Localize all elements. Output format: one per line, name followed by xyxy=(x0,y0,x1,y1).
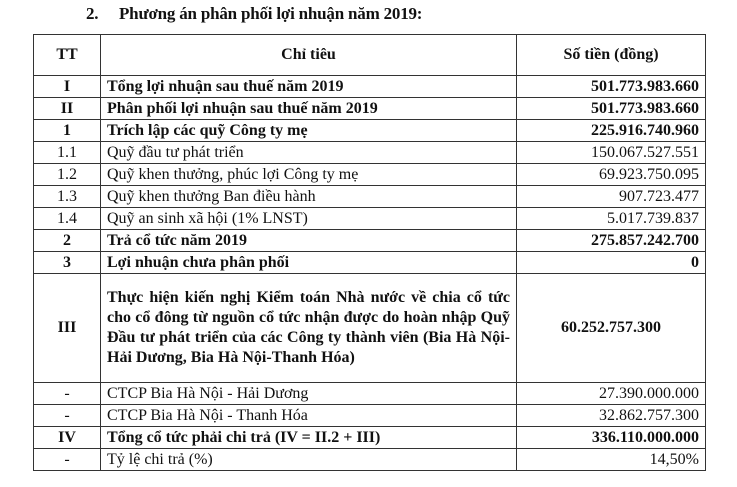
row-tt: II xyxy=(34,98,101,120)
table-row xyxy=(34,120,706,142)
row-tt: - xyxy=(34,383,101,405)
row-indicator: Thực hiện kiến nghị Kiểm toán Nhà nước về chia cổ tức cho cổ đông từ nguồn cổ tức nhận được do hoàn nhập Quỹ Đầu tư phát triển của các Công ty thành viên (Bia Hà Nội-Hải Dương, Bia Hà Nội-Thanh Hóa) xyxy=(101,274,517,383)
table-row xyxy=(34,427,706,449)
row-amount: 336.110.000.000 xyxy=(517,427,706,449)
row-tt: - xyxy=(34,449,101,471)
table-row xyxy=(34,98,706,120)
row-amount: 5.017.739.837 xyxy=(517,208,706,230)
row-indicator: Lợi nhuận chưa phân phối xyxy=(101,252,517,274)
table-row xyxy=(34,383,706,405)
header-amount: Số tiền (đồng) xyxy=(517,35,706,76)
row-amount: 501.773.983.660 xyxy=(517,98,706,120)
row-amount: 225.916.740.960 xyxy=(517,120,706,142)
row-amount: 0 xyxy=(517,252,706,274)
row-amount: 32.862.757.300 xyxy=(517,405,706,427)
row-tt: 3 xyxy=(34,252,101,274)
row-amount: 60.252.757.300 xyxy=(517,274,706,383)
row-tt: 1 xyxy=(34,120,101,142)
row-indicator: Tổng lợi nhuận sau thuế năm 2019 xyxy=(101,76,517,98)
row-tt: 2 xyxy=(34,230,101,252)
row-indicator: Quỹ khen thưởng, phúc lợi Công ty mẹ xyxy=(101,164,517,186)
section-number: 2. xyxy=(86,4,99,23)
table-row xyxy=(34,164,706,186)
row-indicator: Trả cổ tức năm 2019 xyxy=(101,230,517,252)
row-indicator: Quỹ khen thưởng Ban điều hành xyxy=(101,186,517,208)
profit-distribution-table xyxy=(33,34,706,471)
table-row xyxy=(34,208,706,230)
row-tt: 1.1 xyxy=(34,142,101,164)
row-amount: 14,50% xyxy=(517,449,706,471)
table-row xyxy=(34,230,706,252)
row-amount: 69.923.750.095 xyxy=(517,164,706,186)
section-title: Phương án phân phối lợi nhuận năm 2019: xyxy=(119,4,423,23)
row-indicator: CTCP Bia Hà Nội - Hải Dương xyxy=(101,383,517,405)
table-row xyxy=(34,252,706,274)
table-row xyxy=(34,186,706,208)
table-row xyxy=(34,449,706,471)
section-heading xyxy=(86,4,422,24)
row-tt: 1.3 xyxy=(34,186,101,208)
row-amount: 907.723.477 xyxy=(517,186,706,208)
table-row xyxy=(34,76,706,98)
table-row xyxy=(34,274,706,383)
table-header-row xyxy=(34,35,706,76)
row-amount: 27.390.000.000 xyxy=(517,383,706,405)
row-indicator: Phân phối lợi nhuận sau thuế năm 2019 xyxy=(101,98,517,120)
row-indicator: Tổng cổ tức phải chi trả (IV = II.2 + III) xyxy=(101,427,517,449)
table-row xyxy=(34,142,706,164)
row-tt: 1.4 xyxy=(34,208,101,230)
row-amount: 501.773.983.660 xyxy=(517,76,706,98)
row-amount: 275.857.242.700 xyxy=(517,230,706,252)
row-indicator: CTCP Bia Hà Nội - Thanh Hóa xyxy=(101,405,517,427)
row-tt: 1.2 xyxy=(34,164,101,186)
header-indicator: Chỉ tiêu xyxy=(101,35,517,76)
row-tt: IV xyxy=(34,427,101,449)
row-indicator: Quỹ đầu tư phát triển xyxy=(101,142,517,164)
row-amount: 150.067.527.551 xyxy=(517,142,706,164)
row-indicator: Tỷ lệ chi trả (%) xyxy=(101,449,517,471)
row-tt: III xyxy=(34,274,101,383)
row-indicator: Quỹ an sinh xã hội (1% LNST) xyxy=(101,208,517,230)
row-tt: - xyxy=(34,405,101,427)
row-tt: I xyxy=(34,76,101,98)
row-indicator: Trích lập các quỹ Công ty mẹ xyxy=(101,120,517,142)
table-row xyxy=(34,405,706,427)
header-tt: TT xyxy=(34,35,101,76)
